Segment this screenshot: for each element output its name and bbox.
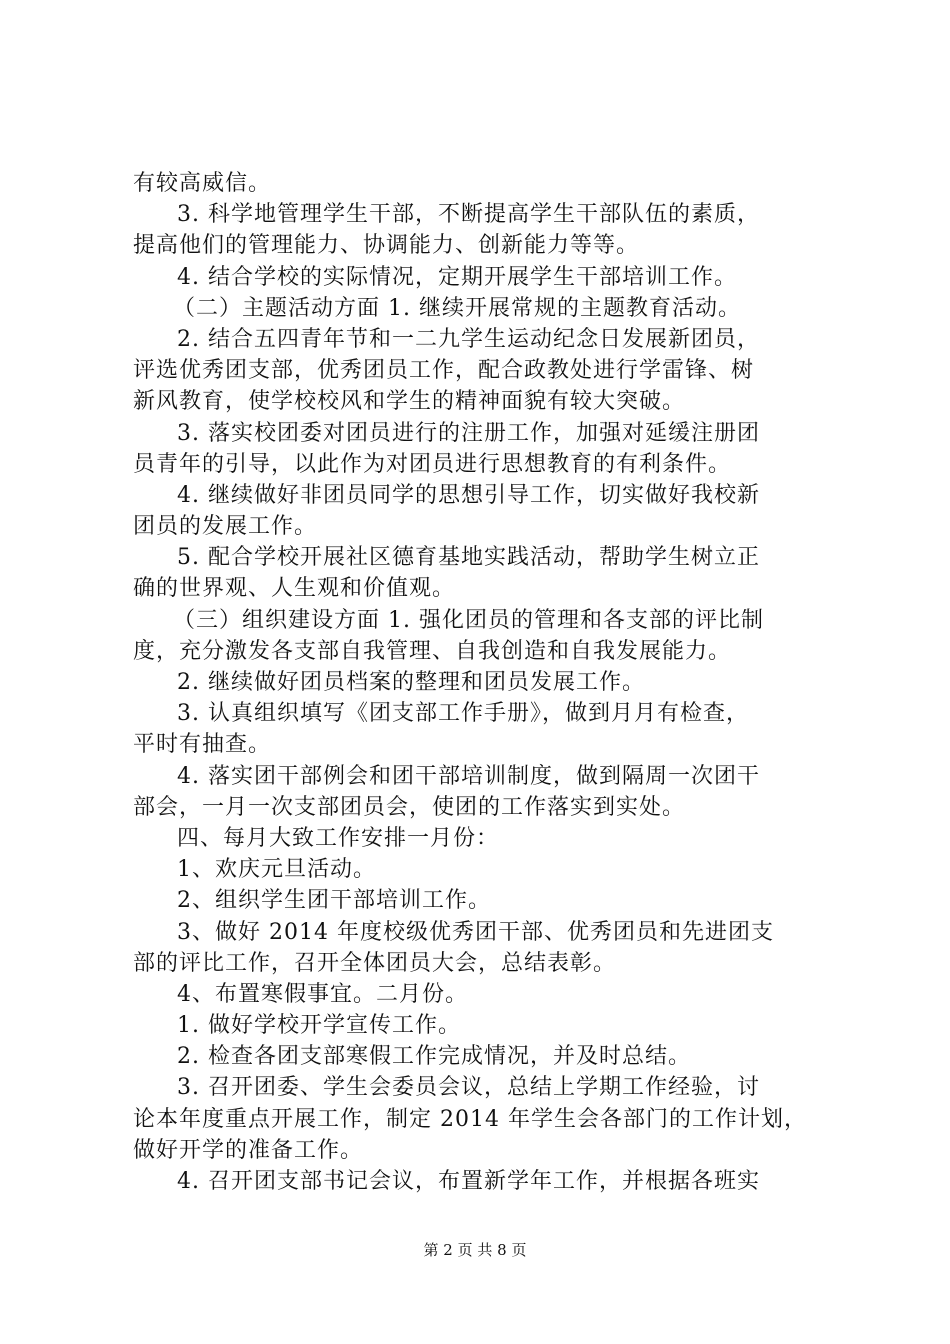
text-line: 平时有抽查。 <box>133 732 272 758</box>
text-line: 1、欢庆元旦活动。 <box>177 857 376 883</box>
text-line: 3、做好 2014 年度校级优秀团干部、优秀团员和先进团支 <box>177 919 774 945</box>
text-line: 4. 继续做好非团员同学的思想引导工作，切实做好我校新 <box>177 482 760 508</box>
text-line: 有较高威信。 <box>133 171 272 196</box>
page-footer: 第 2 页 共 8 页 <box>423 1241 527 1259</box>
text-line: 2、组织学生团干部培训工作。 <box>177 888 491 914</box>
text-line: 4. 结合学校的实际情况，定期开展学生干部培训工作。 <box>177 264 737 290</box>
text-line: 确的世界观、人生观和价值观。 <box>133 576 456 602</box>
text-line: 3. 认真组织填写《团支部工作手册》，做到月月有检查， <box>177 701 749 727</box>
text-line: 四、每月大致工作安排一月份： <box>177 825 500 851</box>
text-line: 部会，一月一次支部团员会，使团的工作落实到实处。 <box>133 794 686 820</box>
text-line: 3. 科学地管理学生干部，不断提高学生干部队伍的素质， <box>177 202 760 228</box>
text-line: 2. 结合五四青年节和一二九学生运动纪念日发展新团员， <box>177 326 760 352</box>
text-line: 论本年度重点开展工作，制定 2014 年学生会各部门的工作计划， <box>133 1106 807 1132</box>
text-line: 做好开学的准备工作。 <box>133 1137 364 1163</box>
text-line: 4. 召开团支部书记会议，布置新学年工作，并根据各班实 <box>177 1169 760 1194</box>
text-line: （三）组织建设方面 1. 强化团员的管理和各支部的评比制 <box>173 607 764 633</box>
text-line: （二）主题活动方面 1. 继续开展常规的主题教育活动。 <box>173 295 741 321</box>
text-line: 2. 继续做好团员档案的整理和团员发展工作。 <box>177 670 645 695</box>
text-line: 员青年的引导，以此作为对团员进行思想教育的有利条件。 <box>133 451 732 477</box>
text-line: 1. 做好学校开学宣传工作。 <box>177 1013 461 1039</box>
text-line: 评选优秀团支部，优秀团员工作，配合政教处进行学雷锋、树 <box>133 358 755 384</box>
text-line: 4. 落实团干部例会和团干部培训制度，做到隔周一次团干 <box>177 763 760 789</box>
text-line: 团员的发展工作。 <box>133 514 318 540</box>
text-line: 新风教育，使学校校风和学生的精神面貌有较大突破。 <box>133 389 686 415</box>
text-line: 部的评比工作，召开全体团员大会，总结表彰。 <box>133 950 617 976</box>
text-line: 3. 召开团委、学生会委员会议，总结上学期工作经验，讨 <box>177 1075 760 1101</box>
text-line: 2. 检查各团支部寒假工作完成情况，并及时总结。 <box>177 1044 691 1070</box>
text-line: 4、布置寒假事宜。二月份。 <box>177 981 468 1007</box>
text-line: 度，充分激发各支部自我管理、自我创造和自我发展能力。 <box>133 638 732 664</box>
text-line: 3. 落实校团委对团员进行的注册工作，加强对延缓注册团 <box>177 420 760 446</box>
document-body <box>133 168 833 1197</box>
text-line: 5. 配合学校开展社区德育基地实践活动，帮助学生树立正 <box>177 545 760 571</box>
text-line: 提高他们的管理能力、协调能力、创新能力等等。 <box>133 233 640 259</box>
